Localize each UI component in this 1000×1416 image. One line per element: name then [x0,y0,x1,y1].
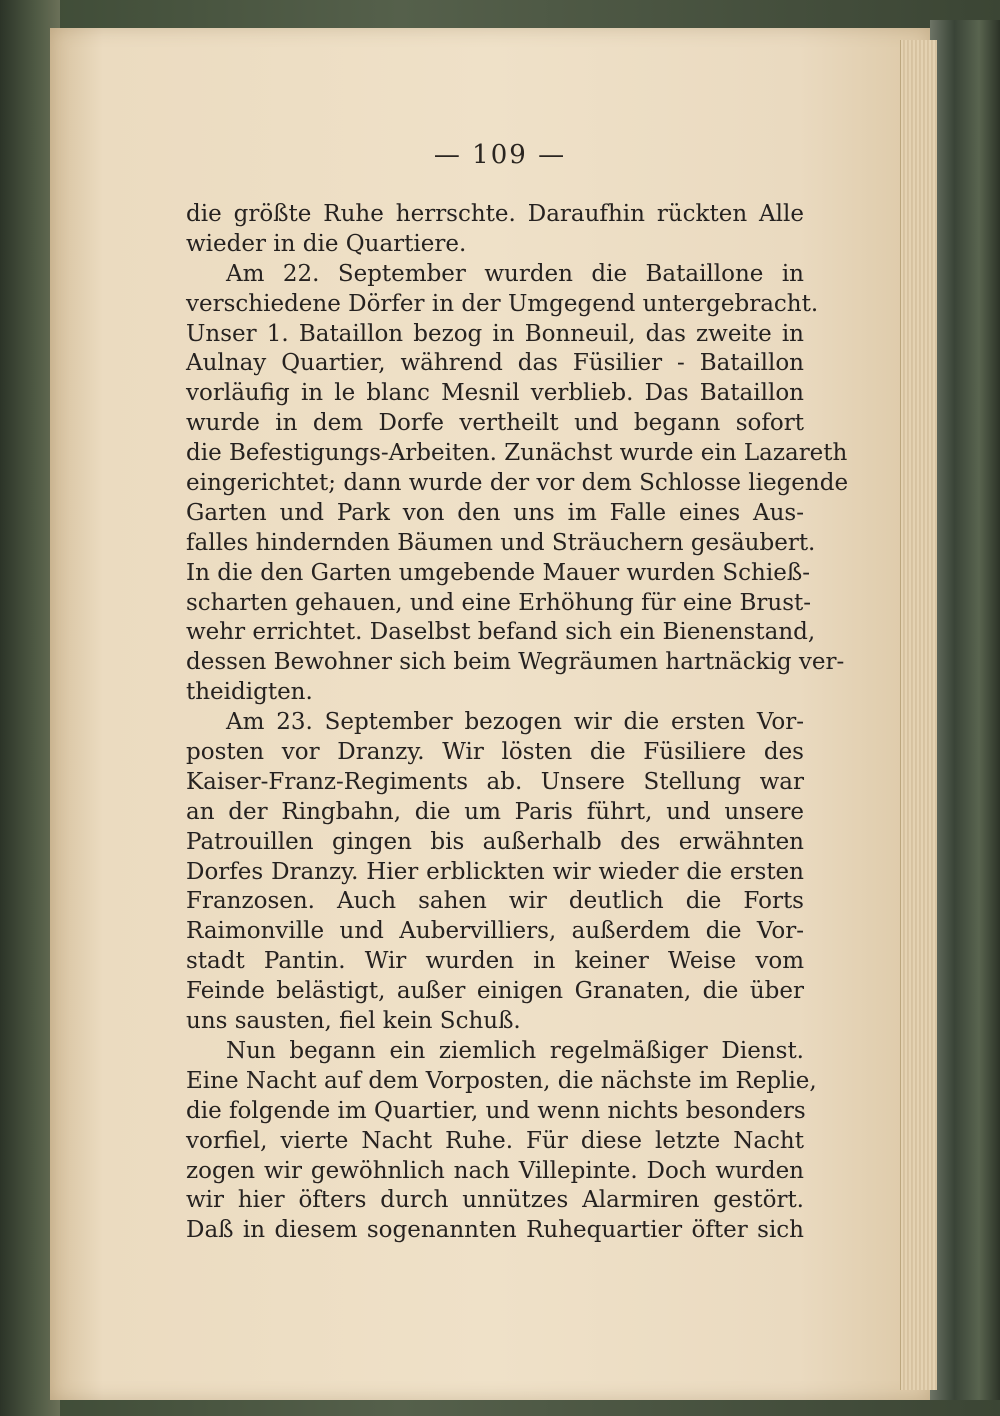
text-line: Daß in diesem sogenannten Ruhequartier öfter sich [186,1217,804,1244]
text-line: theidigten. [186,679,313,706]
text-line: verschiedene Dörfer in der Umgegend untergebracht. [186,290,819,317]
text-line: eingerichtet; dann wurde der vor dem Schlosse liegende [186,470,849,497]
text-line: an der Ringbahn, die um Paris führt, und unsere [186,798,804,825]
text-line: die größte Ruhe herrschte. Daraufhin rückten Alle [186,201,804,227]
text-line: Kaiser-Franz-Regiments ab. Unsere Stellung war [186,768,804,795]
text-line: vorläufig in le blanc Mesnil verblieb. Das Bataillon [186,380,804,407]
text-line: Patrouillen gingen bis außerhalb des erwähnten [186,828,804,855]
text-line: Unser 1. Bataillon bezog in Bonneuil, das zweite in [186,320,804,347]
text-line: Raimonville und Aubervilliers, außerdem die Vor- [186,918,804,945]
text-line: Franzosen. Auch sahen wir deutlich die Forts [186,888,804,915]
text-line: dessen Bewohner sich beim Wegräumen hartnäckig ver- [186,649,845,676]
text-line: scharten gehauen, und eine Erhöhung für eine Brust- [186,589,812,616]
text-line: Nun begann ein ziemlich regelmäßiger Dienst. [226,1037,804,1064]
text-line: Aulnay Quartier, während das Füsilier - Bataillon [186,350,804,377]
text-line: Am 23. September bezogen wir die ersten Vor- [226,709,804,736]
text-line: Dorfes Dranzy. Hier erblickten wir wieder die ersten [186,858,804,885]
text-line: wehr errichtet. Daselbst befand sich ein Bienenstand, [186,619,816,646]
text-line: wieder in die Quartiere. [186,230,467,257]
text-line: zogen wir gewöhnlich nach Villepinte. Doch wurden [186,1157,804,1184]
text-line: In die den Garten umgebende Mauer wurden Schieß- [186,559,810,586]
text-line: falles hindernden Bäumen und Sträuchern gesäubert. [186,529,816,556]
text-line: wir hier öfters durch unnützes Alarmiren gestört. [186,1187,804,1214]
book-cover-right [930,20,1000,1400]
text-line: die folgende im Quartier, und wenn nichts besonders [186,1097,806,1124]
page-number: — 109 — [433,140,567,170]
text-line: wurde in dem Dorfe vertheilt und begann sofort [186,410,804,437]
text-line: Garten und Park von den uns im Falle eines Aus- [186,499,804,526]
text-line: Am 22. September wurden die Bataillone in [226,260,804,287]
text-line: vorfiel, vierte Nacht Ruhe. Für diese letzte Nacht [186,1127,804,1154]
text-line: die Befestigungs-Arbeiten. Zunächst wurde ein Lazareth [186,440,848,467]
text-line: uns sausten, fiel kein Schuß. [186,1008,521,1035]
text-line: stadt Pantin. Wir wurden in keiner Weise vom [186,948,804,975]
text-line: Feinde belästigt, außer einigen Granaten, die über [186,978,804,1005]
text-line: posten vor Dranzy. Wir lösten die Füsiliere des [186,739,804,766]
body-text [186,200,849,1246]
page-edges [900,40,937,1390]
text-line: Eine Nacht auf dem Vorposten, die nächste im Replie, [186,1067,817,1094]
